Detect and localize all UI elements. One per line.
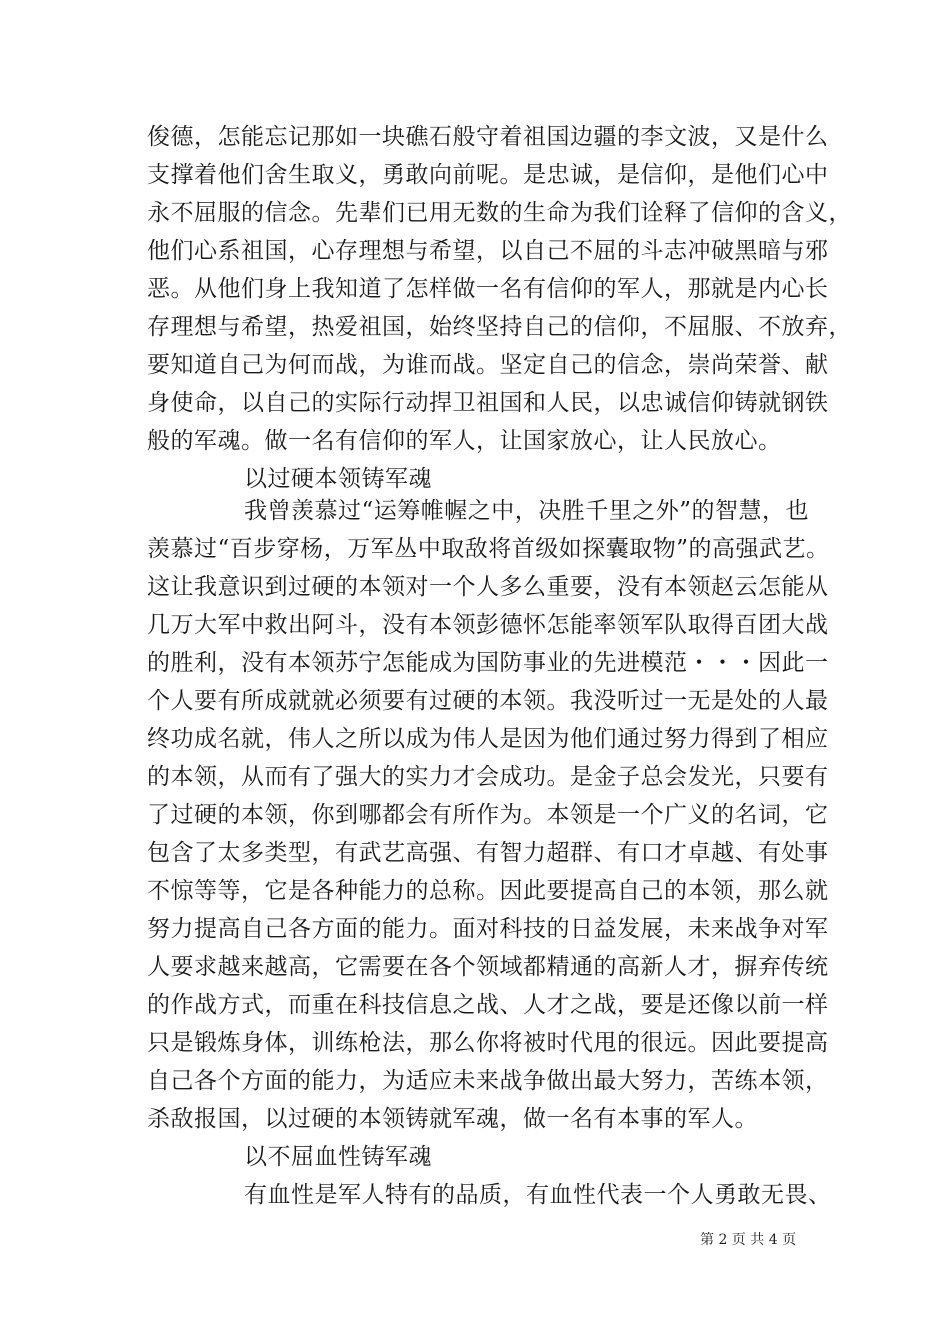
body-text-line: 杀敌报国，以过硬的本领铸就军魂，做一名有本事的军人。 (147, 1106, 758, 1132)
body-text-line: 人要求越来越高，它需要在各个领域都精通的高新人才，摒弃传统 (147, 954, 829, 980)
body-text-line: 永不屈服的信念。先辈们已用无数的生命为我们诠释了信仰的含义， (147, 200, 852, 226)
body-text-line: 努力提高自己各方面的能力。面对科技的日益发展，未来战争对军 (147, 916, 829, 942)
body-text-line: 终功成名就，伟人之所以成为伟人是因为他们通过努力得到了相应 (147, 726, 829, 752)
body-text-line: 包含了太多类型，有武艺高强、有智力超群、有口才卓越、有处事 (147, 840, 829, 866)
paragraph-first-line: 有血性是军人特有的品质，有血性代表一个人勇敢无畏、 (244, 1182, 832, 1208)
body-text-line: 这让我意识到过硬的本领对一个人多么重要，没有本领赵云怎能从 (147, 574, 829, 600)
paragraph-first-line: 我曾羡慕过“运筹帷幄之中，决胜千里之外”的智慧，也 (244, 498, 810, 524)
body-text-line: 不惊等等，它是各种能力的总称。因此要提高自己的本领，那么就 (147, 878, 829, 904)
body-text-line: 支撑着他们舍生取义，勇敢向前呢。是忠诚，是信仰，是他们心中 (147, 162, 829, 188)
section-heading: 以不屈血性铸军魂 (244, 1144, 432, 1170)
body-text-line: 只是锻炼身体，训练枪法，那么你将被时代甩的很远。因此要提高 (147, 1030, 829, 1056)
body-text-line: 的本领，从而有了强大的实力才会成功。是金子总会发光，只要有 (147, 764, 829, 790)
body-text-line: 羡慕过“百步穿杨，万军丛中取敌将首级如探囊取物”的高强武艺。 (147, 536, 830, 562)
body-text-line: 个人要有所成就就必须要有过硬的本领。我没听过一无是处的人最 (147, 688, 829, 714)
body-text-line: 了过硬的本领，你到哪都会有所作为。本领是一个广义的名词，它 (147, 802, 829, 828)
body-text-line: 几万大军中救出阿斗，没有本领彭德怀怎能率领军队取得百团大战 (147, 612, 829, 638)
body-text-line: 要知道自己为何而战，为谁而战。坚定自己的信念，崇尚荣誉、献 (147, 352, 829, 378)
body-text-line: 他们心系祖国，心存理想与希望，以自己不屈的斗志冲破黑暗与邪 (147, 238, 829, 264)
body-text-line: 自己各个方面的能力，为适应未来战争做出最大努力，苦练本领， (147, 1068, 829, 1094)
page-number-footer: 第 2 页 共 4 页 (700, 1232, 797, 1248)
section-heading: 以过硬本领铸军魂 (244, 466, 432, 492)
body-text-line: 的胜利，没有本领苏宁怎能成为国防事业的先进模范・・・因此一 (147, 650, 829, 676)
body-text-line: 般的军魂。做一名有信仰的军人，让国家放心，让人民放心。 (147, 428, 782, 454)
body-text-line: 存理想与希望，热爱祖国，始终坚持自己的信仰，不屈服、不放弃， (147, 314, 852, 340)
body-text-line: 身使命，以自己的实际行动捍卫祖国和人民，以忠诚信仰铸就钢铁 (147, 390, 829, 416)
body-text-line: 恶。从他们身上我知道了怎样做一名有信仰的军人，那就是内心长 (147, 276, 829, 302)
body-text-line: 的作战方式，而重在科技信息之战、人才之战，要是还像以前一样 (147, 992, 829, 1018)
body-text-line: 俊德，怎能忘记那如一块礁石般守着祖国边疆的李文波，又是什么 (147, 124, 829, 150)
